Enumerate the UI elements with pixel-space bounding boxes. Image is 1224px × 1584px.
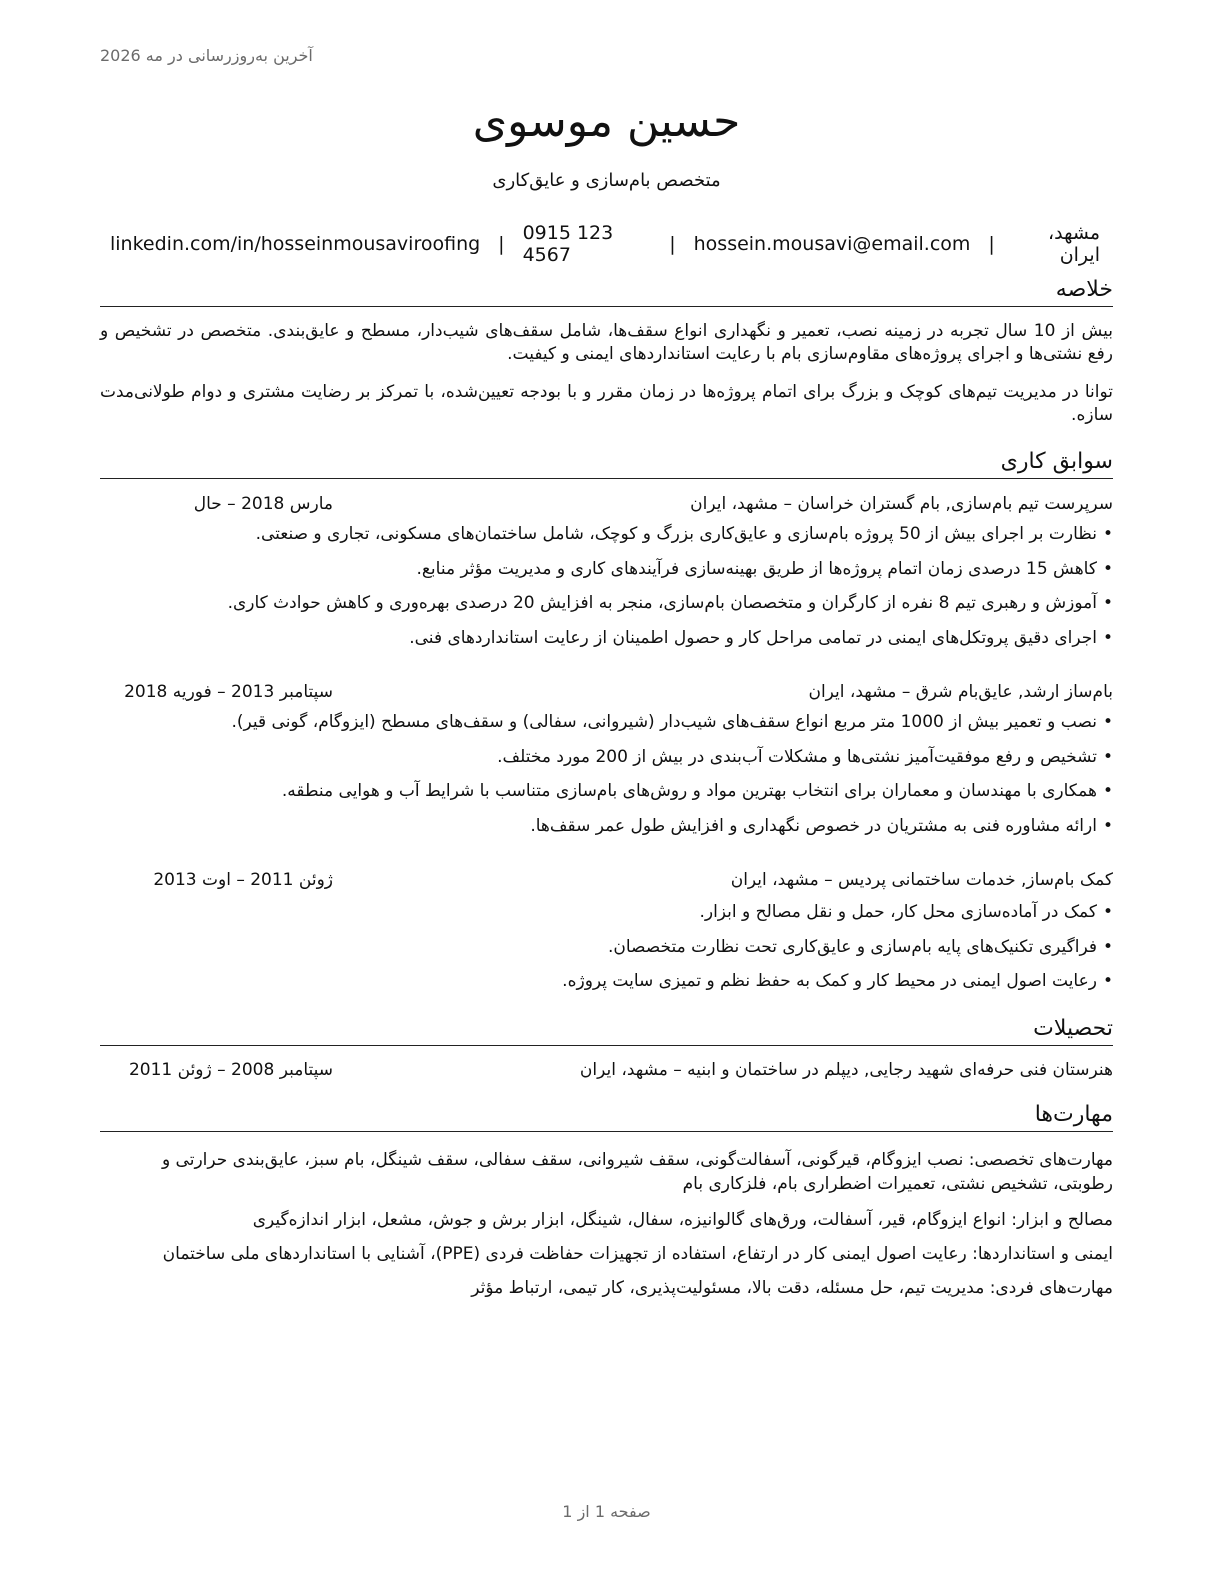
contact-email[interactable]: hossein.mousavi@email.com [693,233,971,255]
list-item: •تشخیص و رفع موفقیت‌آمیز نشتی‌ها و مشکلات آب‌بندی در بیش از 200 مورد مختلف. [497,746,1113,767]
job-header [100,870,1113,896]
bullet-icon: • [1102,593,1113,613]
bullet-icon: • [1102,902,1113,922]
section-title-summary: خلاصه [100,276,1113,307]
list-item: •نظارت بر اجرای بیش از 50 پروژه بام‌سازی و عایق‌کاری بزرگ و کوچک، شامل ساختمان‌های مسکونی، تجاری و صنعتی. [255,524,1113,544]
candidate-name: حسین موسوی [472,96,741,147]
skills-line: مهارت‌های فردی: مدیریت تیم، حل مسئله، دقت بالا، مسئولیت‌پذیری، کار تیمی، ارتباط مؤثر [471,1278,1113,1298]
contact-phone[interactable]: 0915 123 4567 [522,222,614,266]
job-bullets [100,710,1113,848]
job-date: مارس 2018 – حال [193,494,333,514]
summary-paragraph: توانا در مدیریت تیم‌های کوچک و بزرگ برای اتمام پروژه‌ها در زمان مقرر و با بودجه تعیین‌شده، با تمرکز بر رضایت مشتری و دوام طولانی‌مدت سازه. [100,382,1113,425]
education-school: هنرستان فنی حرفه‌ای شهید رجایی, دیپلم در ساختمان و ابنیه – مشهد، ایران [579,1060,1113,1080]
bullet-icon: • [1102,627,1113,648]
section-title-experience: سوابق کاری [100,448,1113,479]
skills-line: مهارت‌های تخصصی: نصب ایزوگام، قیرگونی، آسفالت‌گونی، سقف شیروانی، سقف سفالی، سقف شینگل، بام سبز، عایق‌بندی حرارتی و رطوبتی، تشخیص نشتی، تعمیرات اضطراری بام، فلزکاری بام [161,1150,1113,1194]
last-updated: آخرین به‌روزرسانی در مه 2026 [100,46,313,65]
contact-line [110,222,1100,266]
list-item: •ارائه مشاوره فنی به مشتریان در خصوص نگهداری و افزایش طول عمر سقف‌ها. [530,815,1113,836]
bullet-icon: • [1102,524,1113,544]
job-date: سپتامبر 2013 – فوریه 2018 [124,682,333,702]
summary-paragraph: بیش از 10 سال تجربه در زمینه نصب، تعمیر و نگهداری انواع سقف‌ها، شامل سقف‌های شیب‌دار، مسطح و عایق‌بندی. متخصص در تشخیص و رفع نشتی‌ها و اجرای پروژه‌های مقاوم‌سازی بام با رعایت استانداردهای ایمنی و کیفیت. [100,321,1113,364]
list-item: •کاهش 15 درصدی زمان اتمام پروژه‌ها از طریق بهینه‌سازی فرآیندهای کاری و مدیریت مؤثر منابع. [416,558,1113,579]
section-title-education: تحصیلات [100,1015,1113,1046]
skills-line: ایمنی و استانداردها: رعایت اصول ایمنی کار در ارتفاع، استفاده از تجهیزات حفاظت فردی (PPE)، آشنایی با استانداردهای ملی ساختمان [162,1244,1113,1264]
list-item: •رعایت اصول ایمنی در محیط کار و کمک به حفظ نظم و تمیزی سایت پروژه. [562,971,1113,991]
education-entry [100,1060,1113,1086]
list-item: •کمک در آماده‌سازی محل کار، حمل و نقل مصالح و ابزار. [699,902,1113,922]
list-item: •فراگیری تکنیک‌های پایه بام‌سازی و عایق‌کاری تحت نظارت متخصصان. [607,936,1113,957]
bullet-icon: • [1102,815,1113,836]
contact-separator: | [498,233,505,255]
contact-separator: | [988,233,995,255]
job-title: متخصص بام‌سازی و عایق‌کاری [492,170,721,191]
contact-linkedin[interactable]: linkedin.com/in/hosseinmousaviroofing [110,233,481,255]
job-role: بام‌ساز ارشد, عایق‌بام شرق – مشهد، ایران [808,682,1113,702]
bullet-icon: • [1102,936,1113,957]
job-header [100,494,1113,520]
list-item: •نصب و تعمیر بیش از 1000 متر مربع انواع سقف‌های شیب‌دار (شیروانی، سفالی) و سقف‌های مسطح (ایزوگام، گونی قیر). [231,712,1113,732]
job-bullets [100,522,1113,660]
list-item: •اجرای دقیق پروتکل‌های ایمنی در تمامی مراحل کار و حصول اطمینان از رعایت استانداردهای فنی. [409,627,1113,648]
list-item: •همکاری با مهندسان و معماران برای انتخاب بهترین مواد و روش‌های بام‌سازی متناسب با شرایط آب و هوایی منطقه. [281,781,1113,801]
job-bullets [100,900,1113,1004]
list-item: •آموزش و رهبری تیم 8 نفره از کارگران و متخصصان بام‌سازی، منجر به افزایش 20 درصدی بهره‌وری و کاهش حوادث کاری. [227,593,1113,613]
bullet-icon: • [1102,971,1113,991]
job-role: کمک بام‌ساز, خدمات ساختمانی پردیس – مشهد، ایران [730,870,1113,890]
bullet-icon: • [1102,746,1113,767]
page-number: صفحه 1 از 1 [562,1502,651,1521]
job-role: سرپرست تیم بام‌سازی, بام گستران خراسان – مشهد، ایران [690,494,1113,514]
bullet-icon: • [1102,712,1113,732]
contact-location: مشهد، ایران [1048,222,1100,266]
contact-separator: | [669,233,676,255]
skills-line: مصالح و ابزار: انواع ایزوگام، قیر، آسفالت، ورق‌های گالوانیزه، سفال، شینگل، ابزار برش و جوش، مشعل، ابزار اندازه‌گیری [252,1210,1113,1230]
bullet-icon: • [1102,781,1113,801]
education-date: سپتامبر 2008 – ژوئن 2011 [128,1060,333,1080]
section-title-skills: مهارت‌ها [100,1101,1113,1132]
job-header [100,682,1113,708]
bullet-icon: • [1102,558,1113,579]
job-date: ژوئن 2011 – اوت 2013 [153,870,333,890]
resume-page [100,0,1113,1584]
